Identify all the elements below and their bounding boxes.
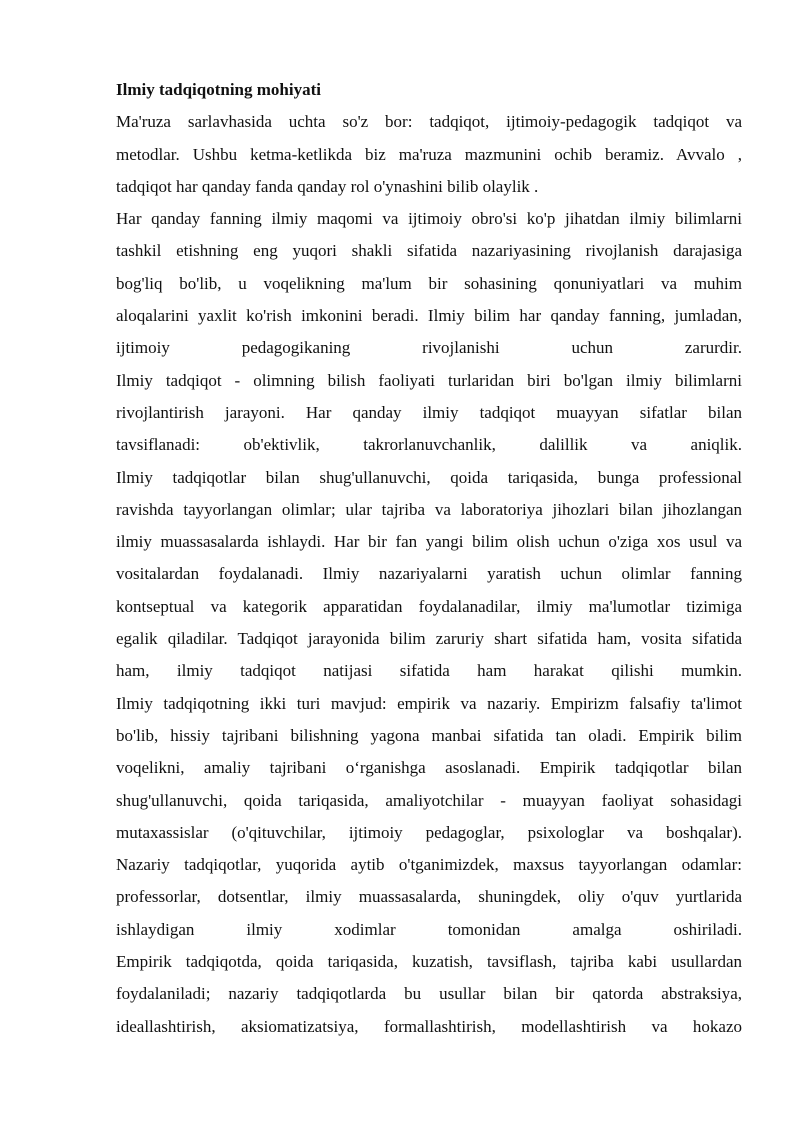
text-line: ishlaydigan ilmiy xodimlar tomonidan amalga oshiriladi.: [116, 919, 742, 939]
text-line: tadqiqot har qanday fanda qanday rol o'ynashini bilib olaylik .: [116, 176, 539, 196]
text-line: rivojlantirish jarayoni. Har qanday ilmiy tadqiqot muayyan sifatlar bilan: [116, 402, 742, 422]
text-line: professorlar, dotsentlar, ilmiy muassasalarda, shuningdek, oliy o'quv yurtlarida: [116, 887, 742, 907]
text-line: kontseptual va kategorik apparatidan foydalanadilar, ilmiy ma'lumotlar tizimiga: [116, 596, 742, 616]
text-line: tavsiflanadi: ob'ektivlik, takrorlanuvchanlik, dalillik va aniqlik.: [116, 435, 742, 455]
text-line: egalik qiladilar. Tadqiqot jarayonida bilim zaruriy shart sifatida ham, vosita sifatida: [116, 629, 742, 649]
text-line: bog'liq bo'lib, u voqelikning ma'lum bir sohasining qonuniyatlari va muhim: [116, 273, 742, 293]
text-line: ravishda tayyorlangan olimlar; ular tajriba va laboratoriya jihozlari bilan jihozlangan: [116, 499, 742, 519]
text-line: Har qanday fanning ilmiy maqomi va ijtimoiy obro'si ko'p jihatdan ilmiy bilimlarni: [116, 209, 742, 229]
document-page: [116, 74, 742, 1043]
text-line: Ilmiy tadqiqotlar bilan shug'ullanuvchi, qoida tariqasida, bunga professional: [116, 467, 742, 487]
text-line: Nazariy tadqiqotlar, yuqorida aytib o'tganimizdek, maxsus tayyorlangan odamlar:: [116, 855, 742, 875]
document-body: [116, 106, 742, 1043]
text-line: metodlar. Ushbu ketma-ketlikda biz ma'ruza mazmunini ochib beramiz. Avvalo ,: [116, 144, 742, 164]
text-line: voqelikni, amaliy tajribani o‘rganishga asoslanadi. Empirik tadqiqotlar bilan: [116, 758, 742, 778]
text-line: Ilmiy tadqiqot - olimning bilish faoliyati turlaridan biri bo'lgan ilmiy bilimlarni: [116, 370, 742, 390]
text-line: ilmiy muassasalarda ishlaydi. Har bir fan yangi bilim olish uchun o'ziga xos usul va: [116, 532, 742, 552]
text-line: ideallashtirish, aksiomatizatsiya, formallashtirish, modellashtirish va hokazo: [116, 1016, 742, 1036]
text-line: tashkil etishning eng yuqori shakli sifatida nazariyasining rivojlanish darajasiga: [116, 241, 742, 261]
text-line: mutaxassislar (o'qituvchilar, ijtimoiy pedagoglar, psixologlar va boshqalar).: [116, 822, 742, 842]
text-line: ham, ilmiy tadqiqot natijasi sifatida ham harakat qilishi mumkin.: [116, 661, 742, 681]
text-line: foydalaniladi; nazariy tadqiqotlarda bu usullar bilan bir qatorda abstraksiya,: [116, 984, 742, 1004]
document-title: Ilmiy tadqiqotning mohiyati: [116, 80, 321, 99]
text-line: ijtimoiy pedagogikaning rivojlanishi uchun zarurdir.: [116, 338, 742, 358]
text-line: vositalardan foydalanadi. Ilmiy nazariyalarni yaratish uchun olimlar fanning: [116, 564, 742, 584]
text-line: shug'ullanuvchi, qoida tariqasida, amaliyotchilar - muayyan faoliyat sohasidagi: [116, 790, 742, 810]
text-line: aloqalarini yaxlit ko'rish imkonini beradi. Ilmiy bilim har qanday fanning, jumladan,: [116, 306, 742, 326]
text-line: bo'lib, hissiy tajribani bilishning yagona manbai sifatida tan oladi. Empirik bilim: [116, 725, 742, 745]
text-line: Empirik tadqiqotda, qoida tariqasida, kuzatish, tavsiflash, tajriba kabi usullardan: [116, 952, 742, 972]
text-line: Ilmiy tadqiqotning ikki turi mavjud: empirik va nazariy. Empirizm falsafiy ta'limot: [116, 693, 742, 713]
text-line: Ma'ruza sarlavhasida uchta so'z bor: tadqiqot, ijtimoiy-pedagogik tadqiqot va: [116, 112, 742, 132]
